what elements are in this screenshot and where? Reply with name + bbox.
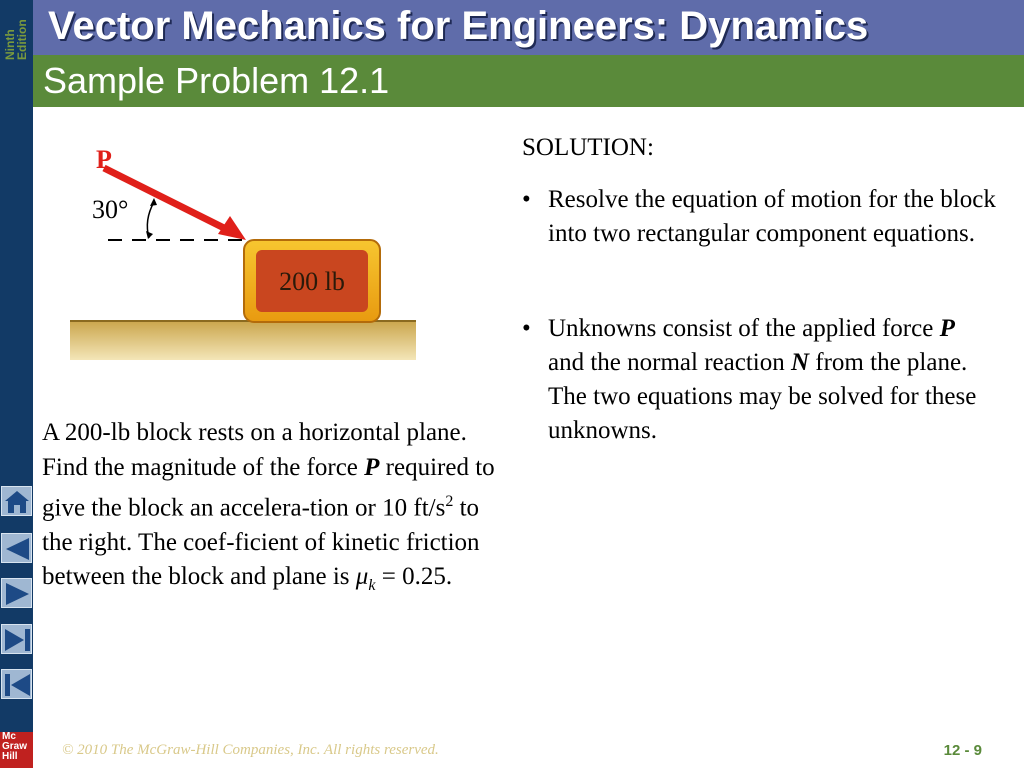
previous-slide-icon: [2, 534, 33, 564]
bullet-text: Resolve the equation of motion for the block into two rectangular component equations.: [548, 186, 996, 247]
first-slide-button[interactable]: [1, 669, 32, 699]
slide-header: [33, 0, 1024, 55]
last-slide-icon: [2, 625, 33, 655]
edition-label: [0, 0, 33, 62]
mu-symbol: μ: [355, 563, 369, 591]
edition-line-1: Ninth: [3, 29, 17, 60]
next-slide-button[interactable]: [1, 578, 32, 608]
page-number: 12 - 9: [943, 742, 982, 759]
last-slide-button[interactable]: [1, 624, 32, 654]
slide-subheader: [33, 55, 1024, 107]
slide-title: Vector Mechanics for Engineers: Dynamics: [48, 4, 869, 48]
slide-subtitle: Sample Problem 12.1: [43, 60, 390, 101]
first-slide-icon: [2, 670, 33, 700]
block: [244, 240, 380, 322]
solution-bullet-1: [522, 183, 997, 251]
home-button[interactable]: [1, 486, 32, 516]
bullet-marker: •: [522, 186, 531, 213]
problem-statement: A 200-lb block rests on a horizontal plane. Find the magnitude of the force P required to give the block an accelera-tion or 10 $ft/s^2$ to the right. The coef-ficient of kinetic friction between the block and plane is $\mu_k = 0.25$.: [42, 419, 495, 595]
edition-line-2: Edition: [15, 19, 29, 60]
solution-bullet-2: [522, 312, 997, 448]
problem-figure: [66, 138, 418, 360]
force-label: P: [96, 145, 112, 174]
previous-slide-button[interactable]: [1, 533, 32, 563]
ground-plane: [70, 320, 416, 360]
block-diagram: [66, 138, 418, 360]
bullet-text: Unknowns consist of the applied force P and the normal reaction N from the plane. The two equations may be solved for these unknowns.: [548, 315, 977, 444]
force-symbol: P: [364, 453, 380, 481]
bullet-marker: •: [522, 315, 531, 342]
solution-heading: SOLUTION:: [522, 134, 654, 161]
copyright-notice: © 2010 The McGraw-Hill Companies, Inc. All rights reserved.: [62, 742, 439, 758]
angle-label: 30°: [92, 195, 129, 224]
next-slide-icon: [2, 579, 33, 609]
left-sidebar: [0, 0, 33, 768]
block-weight-label: 200 lb: [279, 267, 345, 296]
home-icon: [2, 487, 33, 517]
publisher-logo: Mc Graw Hill: [0, 732, 33, 768]
